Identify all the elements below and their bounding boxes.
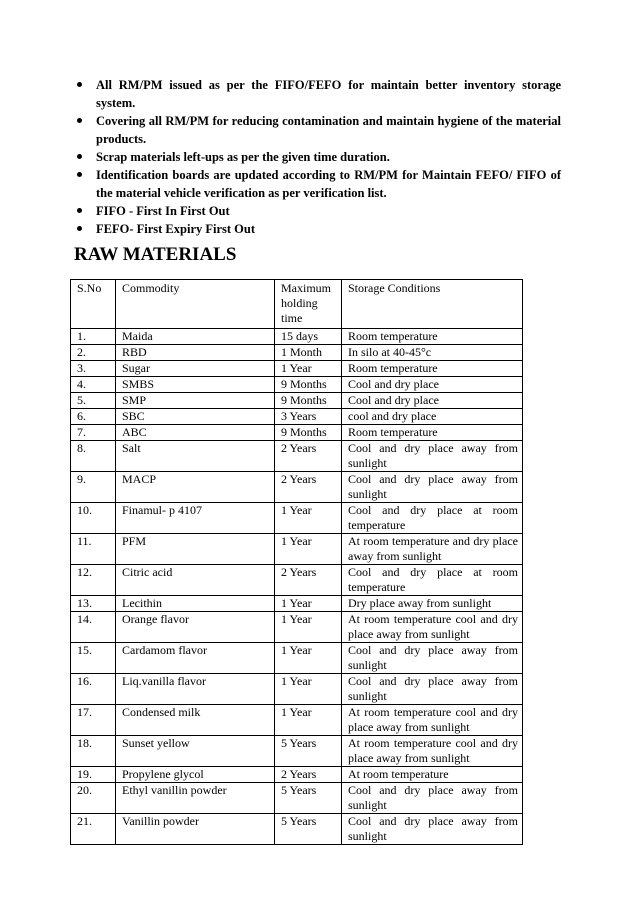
bullet-dot-icon	[77, 226, 82, 231]
cell-storage-conditions: Cool and dry place	[342, 393, 523, 409]
cell-holding-time: 1 Year	[275, 674, 342, 705]
cell-storage-conditions: Cool and dry place away from sunlight	[342, 643, 523, 674]
cell-storage-conditions: Cool and dry place away from sunlight	[342, 674, 523, 705]
bullet-item	[74, 166, 561, 202]
cell-sno: 13.	[71, 596, 116, 612]
cell-storage-conditions: cool and dry place	[342, 409, 523, 425]
header-storage-conditions: Storage Conditions	[342, 280, 523, 329]
cell-storage-conditions: Room temperature	[342, 329, 523, 345]
table-row	[71, 783, 523, 814]
cell-sno: 15.	[71, 643, 116, 674]
cell-holding-time: 2 Years	[275, 565, 342, 596]
cell-sno: 19.	[71, 767, 116, 783]
cell-storage-conditions: Cool and dry place away from sunlight	[342, 472, 523, 503]
bullet-item	[74, 202, 561, 220]
cell-storage-conditions: Cool and dry place at room temperature	[342, 503, 523, 534]
cell-sno: 4.	[71, 377, 116, 393]
cell-storage-conditions: At room temperature and dry place away from sunlight	[342, 534, 523, 565]
table-row	[71, 767, 523, 783]
cell-commodity: Maida	[116, 329, 275, 345]
bullet-text: Scrap materials left-ups as per the given time duration.	[96, 150, 390, 164]
table-row	[71, 472, 523, 503]
cell-commodity: Salt	[116, 441, 275, 472]
bullet-text: All RM/PM issued as per the FIFO/FEFO for maintain better inventory storage system.	[96, 78, 561, 110]
raw-materials-table	[70, 279, 523, 845]
cell-sno: 20.	[71, 783, 116, 814]
table-row	[71, 565, 523, 596]
table-row	[71, 705, 523, 736]
cell-holding-time: 9 Months	[275, 393, 342, 409]
cell-commodity: Citric acid	[116, 565, 275, 596]
cell-holding-time: 5 Years	[275, 814, 342, 845]
cell-sno: 11.	[71, 534, 116, 565]
cell-sno: 6.	[71, 409, 116, 425]
cell-commodity: ABC	[116, 425, 275, 441]
cell-commodity: PFM	[116, 534, 275, 565]
cell-storage-conditions: Dry place away from sunlight	[342, 596, 523, 612]
bullet-text: FEFO- First Expiry First Out	[96, 222, 256, 236]
cell-holding-time: 2 Years	[275, 767, 342, 783]
cell-holding-time: 1 Year	[275, 596, 342, 612]
cell-commodity: Vanillin powder	[116, 814, 275, 845]
cell-sno: 5.	[71, 393, 116, 409]
cell-storage-conditions: Cool and dry place away from sunlight	[342, 783, 523, 814]
header-commodity: Commodity	[116, 280, 275, 329]
cell-commodity: MACP	[116, 472, 275, 503]
table-row	[71, 736, 523, 767]
bullet-item	[74, 76, 561, 112]
cell-sno: 1.	[71, 329, 116, 345]
cell-holding-time: 15 days	[275, 329, 342, 345]
bullet-dot-icon	[77, 118, 82, 123]
header-max-holding-time: Maximum holding time	[275, 280, 342, 329]
bullet-text: Identification boards are updated according to RM/PM for Maintain FEFO/ FIFO of the material vehicle verification as per verification list.	[96, 168, 561, 200]
cell-sno: 12.	[71, 565, 116, 596]
table-header-row	[71, 280, 523, 329]
section-title: RAW MATERIALS	[74, 244, 237, 265]
cell-commodity: SMBS	[116, 377, 275, 393]
bullet-dot-icon	[77, 172, 82, 177]
cell-sno: 21.	[71, 814, 116, 845]
cell-holding-time: 1 Year	[275, 612, 342, 643]
cell-sno: 9.	[71, 472, 116, 503]
cell-storage-conditions: At room temperature	[342, 767, 523, 783]
bullet-dot-icon	[77, 82, 82, 87]
cell-storage-conditions: Cool and dry place	[342, 377, 523, 393]
bullet-dot-icon	[77, 154, 82, 159]
bullet-text: FIFO - First In First Out	[96, 204, 230, 218]
table-row	[71, 643, 523, 674]
cell-sno: 17.	[71, 705, 116, 736]
cell-storage-conditions: Cool and dry place away from sunlight	[342, 441, 523, 472]
table-row	[71, 377, 523, 393]
cell-holding-time: 1 Year	[275, 643, 342, 674]
table-row	[71, 503, 523, 534]
cell-holding-time: 9 Months	[275, 425, 342, 441]
cell-commodity: Liq.vanilla flavor	[116, 674, 275, 705]
cell-commodity: RBD	[116, 345, 275, 361]
cell-holding-time: 1 Month	[275, 345, 342, 361]
cell-holding-time: 1 Year	[275, 503, 342, 534]
cell-commodity: Lecithin	[116, 596, 275, 612]
table-row	[71, 814, 523, 845]
cell-holding-time: 2 Years	[275, 472, 342, 503]
table-row	[71, 612, 523, 643]
cell-commodity: SMP	[116, 393, 275, 409]
cell-sno: 3.	[71, 361, 116, 377]
cell-commodity: SBC	[116, 409, 275, 425]
table-row	[71, 534, 523, 565]
cell-storage-conditions: Cool and dry place at room temperature	[342, 565, 523, 596]
cell-sno: 18.	[71, 736, 116, 767]
cell-holding-time: 1 Year	[275, 361, 342, 377]
bullet-text: Covering all RM/PM for reducing contamination and maintain hygiene of the material products.	[96, 114, 561, 146]
table-row	[71, 409, 523, 425]
cell-sno: 8.	[71, 441, 116, 472]
table-row	[71, 441, 523, 472]
cell-commodity: Propylene glycol	[116, 767, 275, 783]
table-body	[71, 329, 523, 845]
cell-sno: 16.	[71, 674, 116, 705]
cell-holding-time: 1 Year	[275, 534, 342, 565]
cell-storage-conditions: Room temperature	[342, 361, 523, 377]
cell-sno: 14.	[71, 612, 116, 643]
cell-sno: 7.	[71, 425, 116, 441]
cell-commodity: Finamul- p 4107	[116, 503, 275, 534]
bullet-item	[74, 220, 561, 238]
cell-commodity: Cardamom flavor	[116, 643, 275, 674]
cell-holding-time: 3 Years	[275, 409, 342, 425]
cell-holding-time: 2 Years	[275, 441, 342, 472]
table-row	[71, 345, 523, 361]
table-row	[71, 674, 523, 705]
bullet-list	[74, 76, 561, 238]
cell-storage-conditions: At room temperature cool and dry place away from sunlight	[342, 736, 523, 767]
bullet-item	[74, 148, 561, 166]
cell-storage-conditions: At room temperature cool and dry place away from sunlight	[342, 705, 523, 736]
cell-storage-conditions: At room temperature cool and dry place away from sunlight	[342, 612, 523, 643]
cell-storage-conditions: Room temperature	[342, 425, 523, 441]
cell-commodity: Orange flavor	[116, 612, 275, 643]
bullet-dot-icon	[77, 208, 82, 213]
cell-storage-conditions: In silo at 40-45°c	[342, 345, 523, 361]
cell-commodity: Sunset yellow	[116, 736, 275, 767]
table-row	[71, 393, 523, 409]
cell-commodity: Ethyl vanillin powder	[116, 783, 275, 814]
header-sno: S.No	[71, 280, 116, 329]
cell-sno: 10.	[71, 503, 116, 534]
cell-holding-time: 1 Year	[275, 705, 342, 736]
table-row	[71, 329, 523, 345]
cell-commodity: Condensed milk	[116, 705, 275, 736]
table-row	[71, 425, 523, 441]
cell-sno: 2.	[71, 345, 116, 361]
cell-storage-conditions: Cool and dry place away from sunlight	[342, 814, 523, 845]
cell-holding-time: 9 Months	[275, 377, 342, 393]
cell-holding-time: 5 Years	[275, 736, 342, 767]
cell-holding-time: 5 Years	[275, 783, 342, 814]
table-row	[71, 361, 523, 377]
bullet-item	[74, 112, 561, 148]
table-row	[71, 596, 523, 612]
cell-commodity: Sugar	[116, 361, 275, 377]
